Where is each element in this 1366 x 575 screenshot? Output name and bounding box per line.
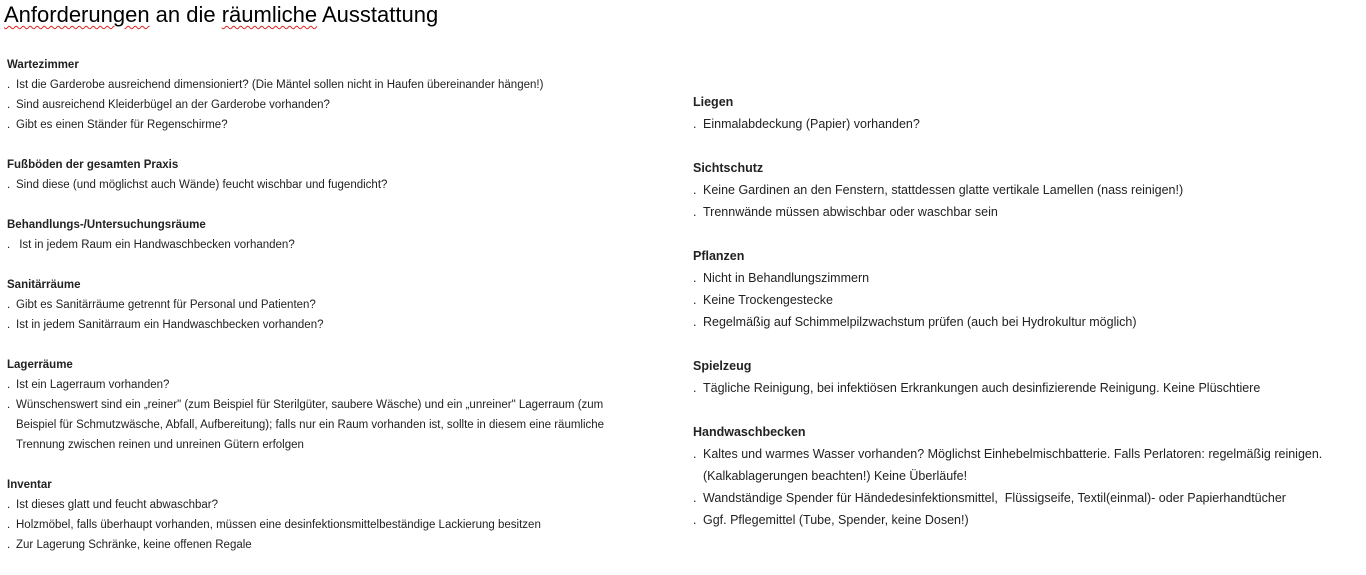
list-item (693, 443, 1365, 487)
item-text: Nicht in Behandlungszimmern (703, 271, 870, 285)
list-item (693, 113, 1365, 135)
item-text: Wünschenswert sind ein „reiner" (zum Beispiel für Sterilgüter, saubere Wäsche) und ein „unreiner" Lagerraum (zum Beispiel für Schmutzwäsche, Abfall, Aufbereitung); falls nur ein Raum vorhanden ist, sollte in diesem eine räumliche Trennung zwischen reinen und unreinen Gütern erfolgen (16, 399, 605, 451)
section-heading: Sichtschutz (693, 161, 764, 175)
section-heading: Handwaschbecken (693, 425, 806, 439)
bullet: . (693, 315, 697, 329)
bullet: . (693, 205, 697, 219)
bullet: . (7, 379, 11, 391)
section-behandlungsraeume (7, 215, 667, 255)
section-heading: Fußböden der gesamten Praxis (7, 159, 179, 171)
item-text: Keine Gardinen an den Fenstern, stattdessen glatte vertikale Lamellen (nass reinigen!) (703, 183, 1184, 197)
left-column (7, 55, 667, 575)
item-text: Gibt es einen Ständer für Regenschirme? (16, 119, 228, 131)
item-text: Regelmäßig auf Schimmelpilzwachstum prüfen (auch bei Hydrokultur möglich) (703, 315, 1137, 329)
section-lagerraeume (7, 355, 667, 455)
section-heading: Behandlungs-/Untersuchungsräume (7, 219, 206, 231)
item-text: Trennwände müssen abwischbar oder waschbar sein (703, 205, 998, 219)
list-item (693, 179, 1365, 201)
bullet: . (7, 399, 11, 411)
title-word: Ausstattung (317, 2, 439, 27)
bullet: . (693, 491, 697, 505)
section-heading: Liegen (693, 95, 734, 109)
item-text: Ist die Garderobe ausreichend dimensioniert? (Die Mäntel sollen nicht in Haufen übereinander hängen!) (16, 79, 544, 91)
bullet: . (693, 293, 697, 307)
right-column (693, 91, 1365, 553)
bullet: . (7, 239, 11, 251)
list-item (7, 295, 667, 315)
item-text: Ist in jedem Sanitärraum ein Handwaschbecken vorhanden? (16, 319, 324, 331)
item-text: Keine Trockengestecke (703, 293, 833, 307)
list-item (693, 377, 1365, 399)
section-wartezimmer (7, 55, 667, 135)
section-handwaschbecken (693, 421, 1365, 531)
item-text: Ggf. Pflegemittel (Tube, Spender, keine Dosen!) (703, 513, 969, 527)
document-title (4, 0, 438, 30)
section-liegen (693, 91, 1365, 135)
bullet: . (7, 119, 11, 131)
bullet: . (693, 381, 697, 395)
bullet: . (693, 183, 697, 197)
section-sanitaerraeume (7, 275, 667, 335)
list-item (7, 95, 667, 115)
item-text: Ist in jedem Raum ein Handwaschbecken vorhanden? (16, 239, 295, 251)
section-inventar (7, 475, 667, 555)
bullet: . (7, 299, 11, 311)
bullet: . (7, 319, 11, 331)
bullet: . (693, 271, 697, 285)
section-fussboeden (7, 155, 667, 195)
list-item (693, 509, 1365, 531)
item-text: Wandständige Spender für Händedesinfektionsmittel, Flüssigseife, Textil(einmal)- oder Papierhandtücher (703, 491, 1286, 505)
item-text: Sind diese (und möglichst auch Wände) feucht wischbar und fugendicht? (16, 179, 388, 191)
bullet: . (7, 179, 11, 191)
list-item (7, 395, 667, 455)
bullet: . (693, 117, 697, 131)
title-word: an die (149, 2, 222, 27)
list-item (693, 487, 1365, 509)
item-text: Ist ein Lagerraum vorhanden? (16, 379, 170, 391)
item-text: Einmalabdeckung (Papier) vorhanden? (703, 117, 920, 131)
list-item (7, 515, 667, 535)
bullet: . (7, 539, 11, 551)
section-heading: Wartezimmer (7, 59, 79, 71)
bullet: . (7, 99, 11, 111)
item-text: Ist dieses glatt und feucht abwaschbar? (16, 499, 219, 511)
section-heading: Inventar (7, 479, 52, 491)
section-heading: Lagerräume (7, 359, 73, 371)
list-item (7, 495, 667, 515)
section-heading: Sanitärräume (7, 279, 81, 291)
list-item (7, 375, 667, 395)
list-item (7, 235, 667, 255)
item-text: Zur Lagerung Schränke, keine offenen Regale (16, 539, 252, 551)
list-item (7, 535, 667, 555)
item-text: Kaltes und warmes Wasser vorhanden? Möglichst Einhebelmischbatterie. Falls Perlatoren: regelmäßig reinigen. (Kalkablagerungen beachten!) Keine Überläufe! (703, 447, 1323, 483)
section-heading: Pflanzen (693, 249, 745, 263)
section-heading: Spielzeug (693, 359, 752, 373)
item-text: Gibt es Sanitärräume getrennt für Personal und Patienten? (16, 299, 316, 311)
bullet: . (7, 519, 11, 531)
bullet: . (7, 499, 11, 511)
list-item (693, 201, 1365, 223)
title-word-spellcheck: Anforderungen (4, 2, 150, 27)
section-pflanzen (693, 245, 1365, 333)
list-item (7, 315, 667, 335)
item-text: Tägliche Reinigung, bei infektiösen Erkrankungen auch desinfizierende Reinigung. Keine Plüschtiere (703, 381, 1261, 395)
bullet: . (693, 447, 697, 461)
list-item (7, 75, 667, 95)
list-item (693, 289, 1365, 311)
list-item (693, 267, 1365, 289)
bullet: . (7, 79, 11, 91)
title-word-spellcheck: räumliche (221, 2, 318, 27)
list-item (7, 115, 667, 135)
item-text: Holzmöbel, falls überhaupt vorhanden, müssen eine desinfektionsmittelbeständige Lackierung besitzen (16, 519, 541, 531)
item-text: Sind ausreichend Kleiderbügel an der Garderobe vorhanden? (16, 99, 330, 111)
section-spielzeug (693, 355, 1365, 399)
section-sichtschutz (693, 157, 1365, 223)
list-item (693, 311, 1365, 333)
bullet: . (693, 513, 697, 527)
list-item (7, 175, 667, 195)
